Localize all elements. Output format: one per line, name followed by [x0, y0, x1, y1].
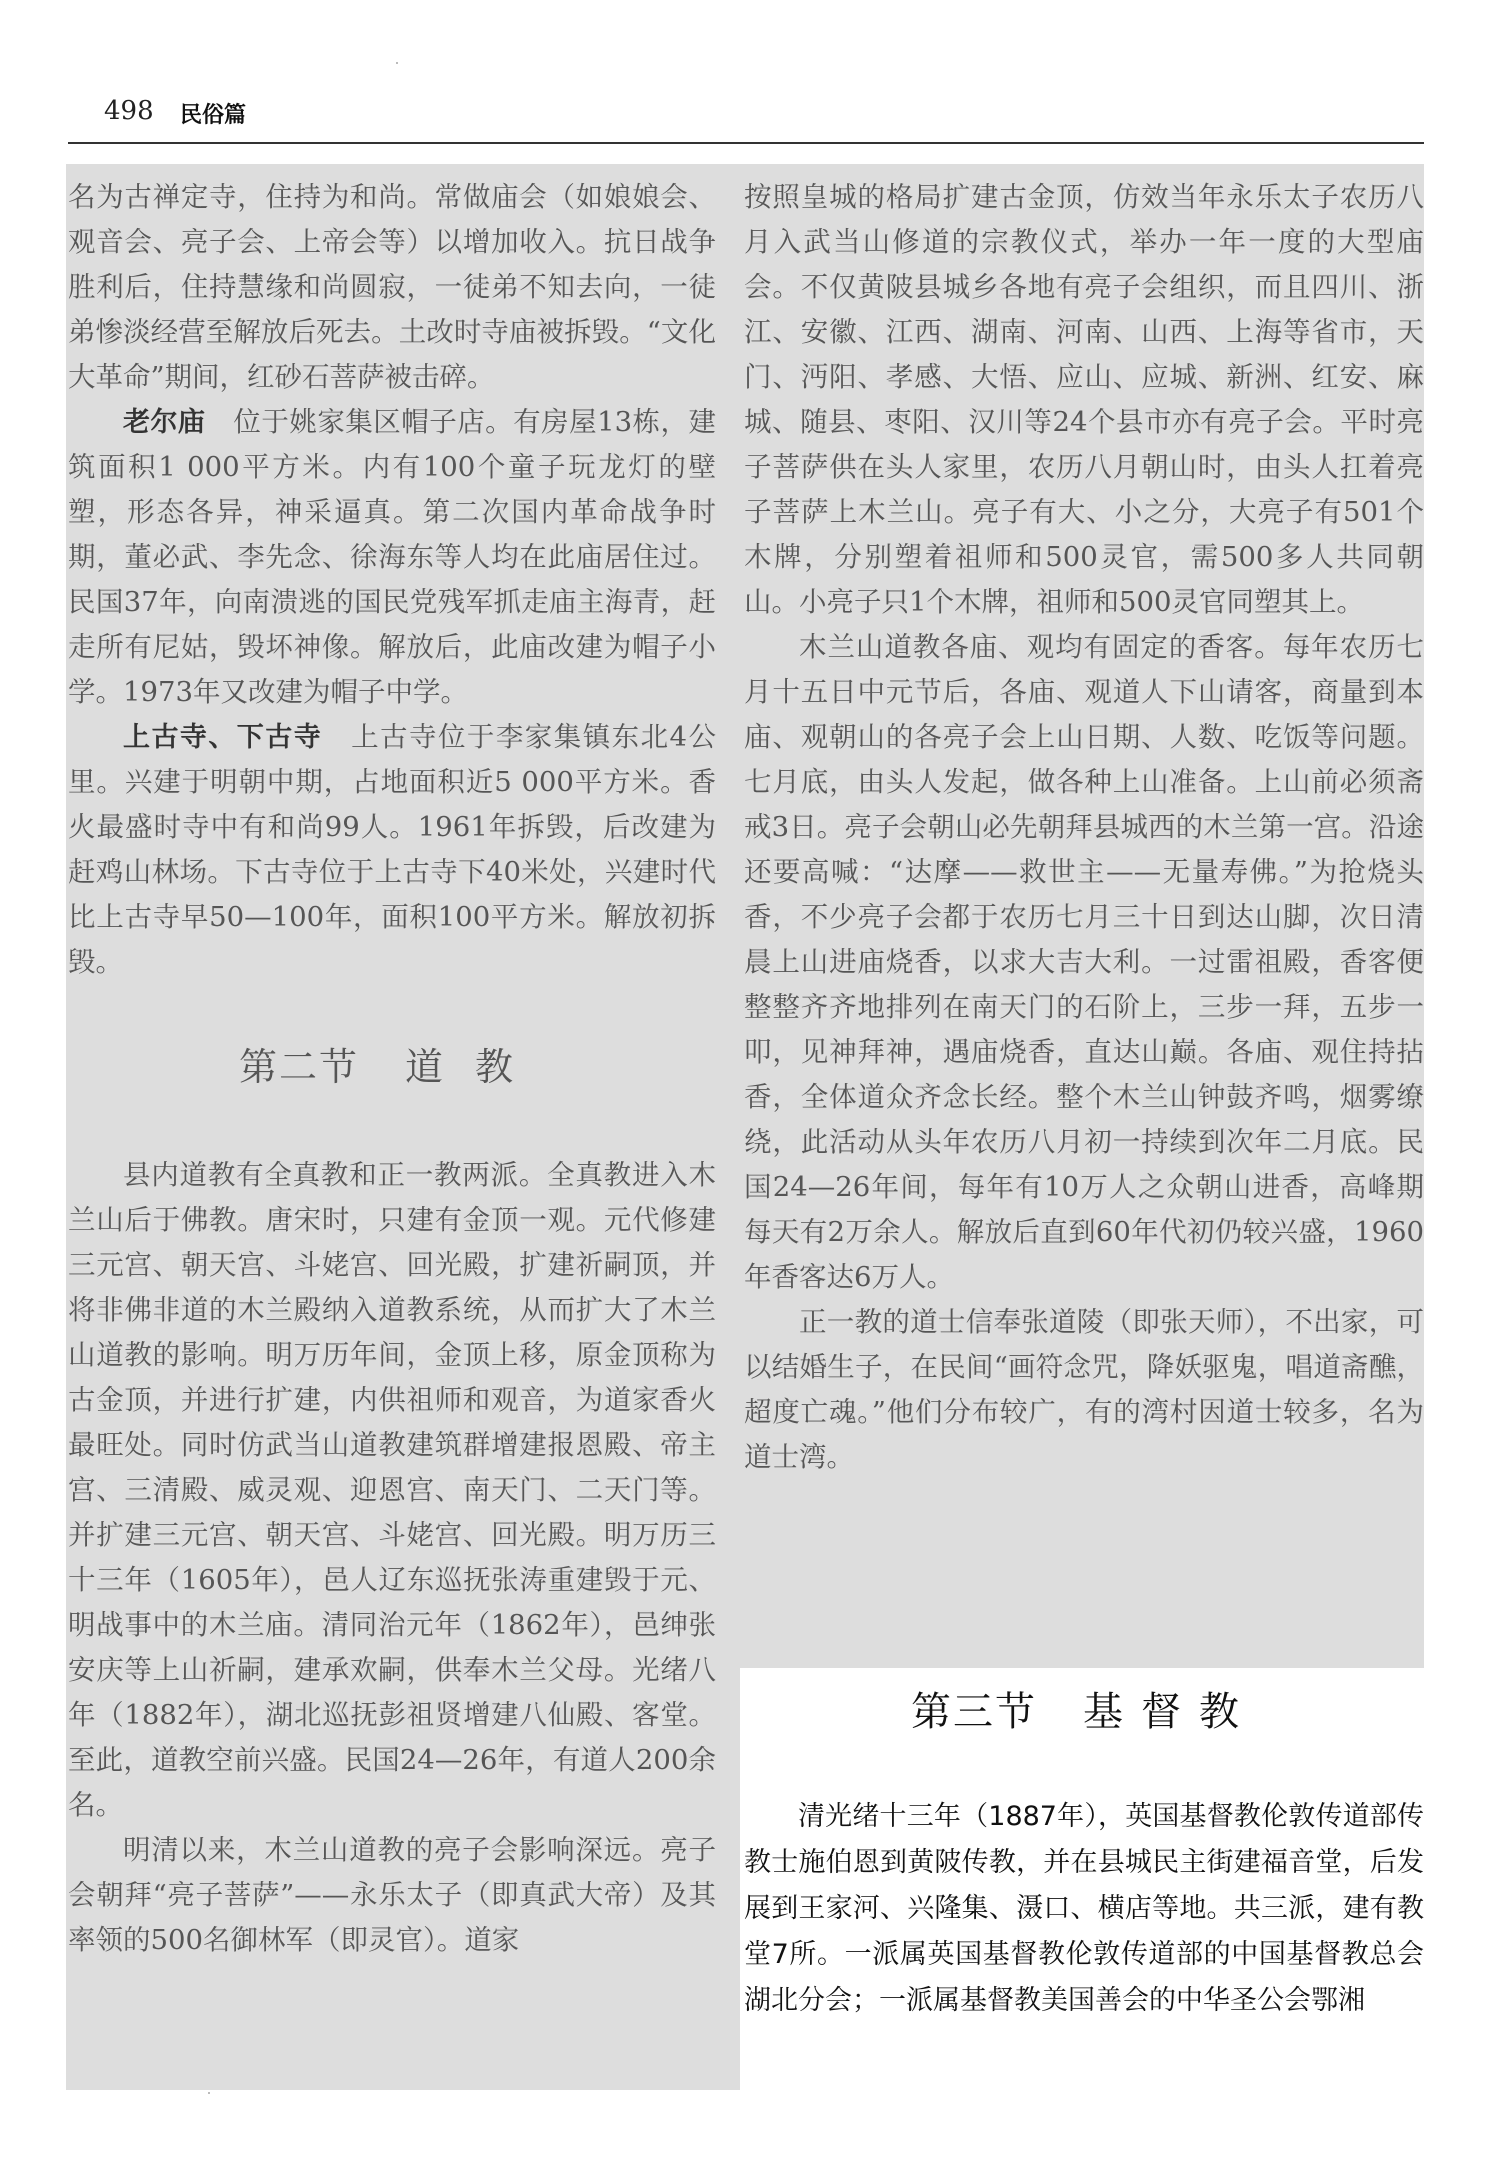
paragraph: 正一教的道士信奉张道陵（即张天师），不出家，可以结婚生子，在民间“画符念咒，降妖驱鬼，唱道斋醮，超度亡魂。”他们分布较广，有的湾村因道士较多，名为道士湾。 — [744, 1306, 1424, 1473]
paragraph-gusi-temples — [68, 715, 716, 985]
entry-text: 位于姚家集区帽子店。有房屋13栋，建筑面积1 000平方米。内有100个童子玩龙灯的壁塑，形态各异，神采逼真。第二次国内革命战争时期，董必武、李先念、徐海东等人均在此庙居住过。民国37年，向南溃逃的国民党残军抓走庙主海青，赶走所有尼姑，毁坏神像。解放后，此庙改建为帽子小学。1973年又改建为帽子中学。 — [68, 406, 717, 708]
paragraph: 清光绪十三年（1887年），英国基督教伦敦传道部传教士施伯恩到黄陂传教，并在县城民主街建福音堂，后发展到王家河、兴隆集、滠口、横店等地。共三派，建有教堂7所。一派属英国基督教伦敦传道部的中国基督教总会湖北分会；一派属基督教美国善会的中华圣公会鄂湘 — [744, 1801, 1424, 2016]
section-word: 基督教 — [1083, 1689, 1257, 1735]
right-column — [744, 175, 1424, 1480]
right-column-christianity — [744, 1690, 1424, 2024]
paragraph: 名为古禅定寺，住持为和尚。常做庙会（如娘娘会、观音会、亮子会、上帝会等）以增加收入。抗日战争胜利后，住持慧缘和尚圆寂，一徒弟不知去向，一徒弟惨淡经营至解放后死去。土改时寺庙被拆毁。“文化大革命”期间，红砂石菩萨被击碎。 — [68, 181, 716, 393]
entry-text: 上古寺位于李家集镇东北4公里。兴建于明朝中期，占地面积近5 000平方米。香火最盛时寺中有和尚99人。1961年拆毁，后改建为赶鸡山林场。下古寺位于上古寺下40米处，兴建时代比上古寺早50—100年，面积100平方米。解放初拆毁。 — [68, 721, 717, 978]
header-rule — [68, 142, 1424, 144]
left-column — [68, 175, 716, 1963]
section-word: 道教 — [405, 1045, 546, 1089]
section-label: 第二节 — [238, 1045, 359, 1089]
scan-speck — [396, 62, 398, 64]
page-number: 498 — [104, 96, 154, 126]
entry-term: 上古寺、下古寺 — [123, 722, 323, 753]
paragraph: 木兰山道教各庙、观均有固定的香客。每年农历七月十五日中元节后，各庙、观道人下山请客，商量到本庙、观朝山的各亮子会上山日期、人数、吃饭等问题。七月底，由头人发起，做各种上山准备。上山前必须斋戒3日。亮子会朝山必先朝拜县城西的木兰第一宫。沿途还要高喊：“达摩——救世主——无量寿佛。”为抢烧头香，不少亮子会都于农历七月三十日到达山脚，次日清晨上山进庙烧香，以求大吉大利。一过雷祖殿，香客便整整齐齐地排列在南天门的石阶上，三步一拜，五步一叩，见神拜神，遇庙烧香，直达山巅。各庙、观住持拈香，全体道众齐念长经。整个木兰山钟鼓齐鸣，烟雾缭绕，此活动从头年农历八月初一持续到次年二月底。民国24—26年间，每年有10万人之众朝山进香，高峰期每天有2万余人。解放后直到60年代初仍较兴盛，1960年香客达6万人。 — [744, 631, 1424, 1293]
section-heading-christianity — [744, 1690, 1424, 1734]
page-header — [68, 96, 1424, 144]
paragraph-laoer-temple — [68, 400, 716, 715]
paragraph: 按照皇城的格局扩建古金顶，仿效当年永乐太子农历八月入武当山修道的宗教仪式，举办一年一度的大型庙会。不仅黄陂县城乡各地有亮子会组织，而且四川、浙江、安徽、江西、湖南、河南、山西、上海等省市，天门、沔阳、孝感、大悟、应山、应城、新洲、红安、麻城、随县、枣阳、汉川等24个县市亦有亮子会。平时亮子菩萨供在头人家里，农历八月朝山时，由头人扛着亮子菩萨上木兰山。亮子有大、小之分，大亮子有501个木牌，分别塑着祖师和500灵官，需500多人共同朝山。小亮子只1个木牌，祖师和500灵官同塑其上。 — [744, 181, 1424, 618]
entry-term: 老尔庙 — [123, 407, 206, 438]
header-title: 民俗篇 — [180, 103, 247, 128]
paragraph: 县内道教有全真教和正一教两派。全真教进入木兰山后于佛教。唐宋时，只建有金顶一观。元代修建三元宫、朝天宫、斗姥宫、回光殿，扩建祈嗣顶，并将非佛非道的木兰殿纳入道教系统，从而扩大了木兰山道教的影响。明万历年间，金顶上移，原金顶称为古金顶，并进行扩建，内供祖师和观音，为道家香火最旺处。同时仿武当山道教建筑群增建报恩殿、帝主宫、三清殿、威灵观、迎恩宫、南天门、二天门等。并扩建三元宫、朝天宫、斗姥宫、回光殿。明万历三十三年（1605年），邑人辽东巡抚张涛重建毁于元、明战事中的木兰庙。清同治元年（1862年），邑绅张安庆等上山祈嗣，建承欢嗣，供奉木兰父母。光绪八年（1882年），湖北巡抚彭祖贤增建八仙殿、客堂。至此，道教空前兴盛。民国24—26年，有道人200余名。 — [68, 1159, 716, 1821]
scan-speck — [208, 2092, 210, 2094]
paragraph: 明清以来，木兰山道教的亮子会影响深远。亮子会朝拜“亮子菩萨”——永乐太子（即真武大帝）及其率领的500名御林军（即灵官）。道家 — [68, 1834, 716, 1956]
section-label: 第三节 — [911, 1689, 1037, 1735]
section-heading-taoism — [68, 1045, 716, 1089]
